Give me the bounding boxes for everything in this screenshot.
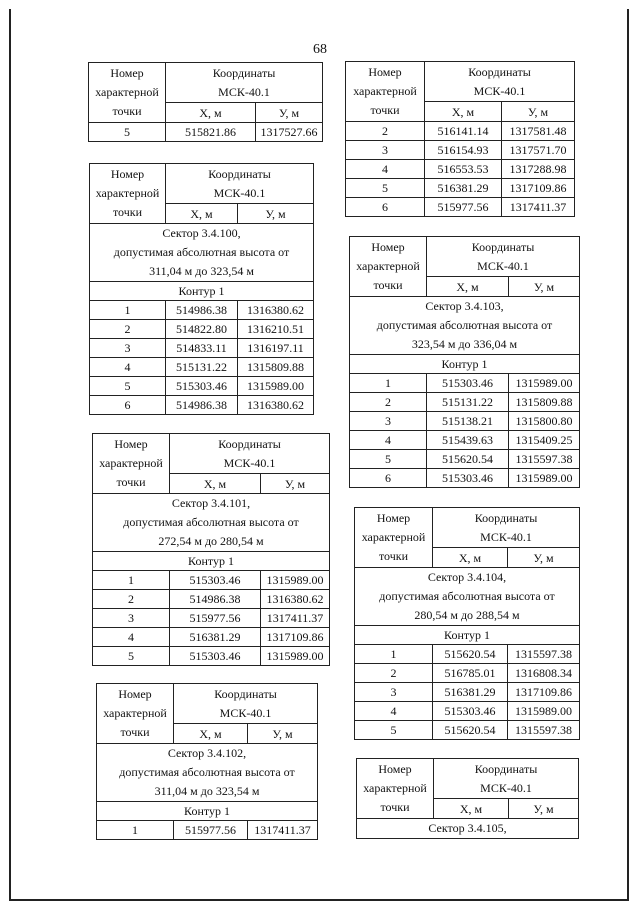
point-number: 4 xyxy=(93,628,170,647)
y-header: У, м xyxy=(509,277,580,297)
y-coordinate: 1316380.62 xyxy=(238,301,314,320)
point-number: 1 xyxy=(90,301,166,320)
y-coordinate: 1315409.25 xyxy=(509,431,580,450)
y-coordinate: 1317527.66 xyxy=(256,123,323,142)
table-row xyxy=(355,721,580,740)
x-coordinate: 515977.56 xyxy=(425,198,502,217)
table-row xyxy=(90,339,314,358)
coordinates-header-line: Координаты xyxy=(471,239,535,254)
table-row xyxy=(97,821,318,840)
coordinates-table xyxy=(96,683,318,840)
sector-description-line: Сектор 3.4.101, xyxy=(171,496,251,510)
contour-row xyxy=(93,552,330,571)
table-header-row xyxy=(355,508,580,548)
table-header-row xyxy=(97,684,318,724)
x-coordinate: 516553.53 xyxy=(425,160,502,179)
coordinates-header xyxy=(427,237,580,277)
contour-label: Контур 1 xyxy=(93,552,330,571)
point-number: 2 xyxy=(350,393,427,412)
coordinates-header xyxy=(166,63,323,103)
point-number-header-line: характерной xyxy=(361,530,426,544)
contour-label: Контур 1 xyxy=(355,626,580,645)
table-row xyxy=(93,628,330,647)
sector-row xyxy=(97,744,318,802)
contour-row xyxy=(90,282,314,301)
point-number: 3 xyxy=(355,683,433,702)
point-number: 2 xyxy=(346,122,425,141)
point-number-header-line: точки xyxy=(370,103,400,117)
coordinates-table xyxy=(345,61,575,217)
x-coordinate: 516785.01 xyxy=(433,664,508,683)
point-number-header-line: характерной xyxy=(99,456,163,470)
coordinates-header-line: МСК-40.1 xyxy=(218,84,270,99)
point-number: 6 xyxy=(350,469,427,488)
y-coordinate: 1317411.37 xyxy=(261,609,330,628)
point-number-header xyxy=(355,508,433,568)
sector-description-line: 311,04 м до 323,54 м xyxy=(149,264,254,278)
table-row xyxy=(350,393,580,412)
point-number-header-line: Номер xyxy=(110,66,144,80)
point-number: 1 xyxy=(97,821,174,840)
table-header-row xyxy=(357,759,579,799)
point-number-header-line: характерной xyxy=(363,781,427,795)
x-header: X, м xyxy=(166,204,238,224)
point-number-header-line: точки xyxy=(380,800,410,814)
x-coordinate: 515303.46 xyxy=(433,702,508,721)
point-number: 4 xyxy=(90,358,166,377)
contour-row xyxy=(350,355,580,374)
table-row xyxy=(346,160,575,179)
point-number: 1 xyxy=(350,374,427,393)
table-row xyxy=(346,179,575,198)
x-coordinate: 514833.11 xyxy=(166,339,238,358)
x-coordinate: 516381.29 xyxy=(425,179,502,198)
table-header-row xyxy=(346,62,575,102)
y-coordinate: 1315989.00 xyxy=(509,469,580,488)
point-number: 4 xyxy=(350,431,427,450)
table-row xyxy=(355,702,580,721)
table-row xyxy=(90,377,314,396)
y-coordinate: 1315809.88 xyxy=(509,393,580,412)
y-coordinate: 1315809.88 xyxy=(238,358,314,377)
point-number: 4 xyxy=(346,160,425,179)
table-row xyxy=(93,647,330,666)
y-coordinate: 1317109.86 xyxy=(502,179,575,198)
x-header: X, м xyxy=(425,102,502,122)
x-coordinate: 514986.38 xyxy=(166,301,238,320)
point-number: 5 xyxy=(90,377,166,396)
contour-label: Контур 1 xyxy=(90,282,314,301)
table-row xyxy=(355,683,580,702)
table-header-row xyxy=(93,434,330,474)
point-number: 1 xyxy=(355,645,433,664)
sector-description-line: допустимая абсолютная высота от xyxy=(376,318,553,332)
coordinates-table xyxy=(89,163,314,415)
table-row xyxy=(93,571,330,590)
y-coordinate: 1316197.11 xyxy=(238,339,314,358)
point-number-header-line: точки xyxy=(378,549,409,563)
table-row xyxy=(90,320,314,339)
coordinates-table xyxy=(88,62,323,142)
coordinates-header xyxy=(433,508,580,548)
x-coordinate: 515620.54 xyxy=(433,645,508,664)
sector-description-line: 323,54 м до 336,04 м xyxy=(411,337,518,351)
point-number-header xyxy=(346,62,425,122)
coordinates-header-line: Координаты xyxy=(208,166,271,181)
coordinates-header xyxy=(170,434,330,474)
y-coordinate: 1315597.38 xyxy=(508,721,580,740)
y-coordinate: 1316380.62 xyxy=(261,590,330,609)
x-coordinate: 515977.56 xyxy=(174,821,248,840)
point-number-header xyxy=(90,164,166,224)
y-coordinate: 1315989.00 xyxy=(261,571,330,590)
point-number-header-line: характерной xyxy=(95,85,159,99)
point-number-header-line: точки xyxy=(112,104,142,118)
contour-label: Контур 1 xyxy=(97,802,318,821)
table-row xyxy=(89,123,323,142)
table-row xyxy=(350,431,580,450)
point-number: 3 xyxy=(346,141,425,160)
coordinates-table xyxy=(356,758,579,839)
point-number-header-line: Номер xyxy=(114,437,148,451)
coordinates-header-line: МСК-40.1 xyxy=(219,705,272,720)
coordinates-header xyxy=(174,684,318,724)
point-number: 6 xyxy=(346,198,425,217)
point-number-header-line: Номер xyxy=(368,65,402,79)
coordinates-header-line: МСК-40.1 xyxy=(473,83,526,98)
table-row xyxy=(350,412,580,431)
table-row xyxy=(355,645,580,664)
y-coordinate: 1317581.48 xyxy=(502,122,575,141)
table-row xyxy=(346,198,575,217)
point-number: 5 xyxy=(93,647,170,666)
y-coordinate: 1317411.37 xyxy=(248,821,318,840)
point-number: 1 xyxy=(93,571,170,590)
x-coordinate: 515620.54 xyxy=(433,721,508,740)
table-header-row xyxy=(350,237,580,277)
coordinates-header xyxy=(166,164,314,204)
point-number-header-line: характерной xyxy=(353,84,417,98)
sector-description-line: Сектор 3.4.104, xyxy=(427,570,507,584)
x-coordinate: 515977.56 xyxy=(170,609,261,628)
x-coordinate: 515138.21 xyxy=(427,412,509,431)
table-row xyxy=(350,469,580,488)
x-header: X, м xyxy=(170,474,261,494)
table-row xyxy=(93,590,330,609)
table-row xyxy=(355,664,580,683)
sector-description xyxy=(350,297,580,355)
sector-description-line: допустимая абсолютная высота от xyxy=(123,515,299,529)
table-header-row xyxy=(90,164,314,204)
sector-description-line: допустимая абсолютная высота от xyxy=(113,245,290,259)
sector-description-line: допустимая абсолютная высота от xyxy=(379,589,555,603)
point-number-header xyxy=(97,684,174,744)
point-number: 5 xyxy=(355,721,433,740)
point-number: 3 xyxy=(350,412,427,431)
point-number-header-line: Номер xyxy=(118,687,152,701)
point-number: 2 xyxy=(355,664,433,683)
point-number-header-line: Номер xyxy=(371,240,405,254)
y-coordinate: 1315597.38 xyxy=(509,450,580,469)
y-header: У, м xyxy=(261,474,330,494)
table-row xyxy=(346,141,575,160)
x-coordinate: 515439.63 xyxy=(427,431,509,450)
y-coordinate: 1315800.80 xyxy=(509,412,580,431)
y-header: У, м xyxy=(248,724,318,744)
y-coordinate: 1317288.98 xyxy=(502,160,575,179)
coordinates-header-line: Координаты xyxy=(474,761,538,776)
point-number: 3 xyxy=(90,339,166,358)
x-coordinate: 515303.46 xyxy=(427,469,509,488)
coordinates-header-line: МСК-40.1 xyxy=(480,780,532,795)
x-coordinate: 516154.93 xyxy=(425,141,502,160)
y-coordinate: 1315989.00 xyxy=(508,702,580,721)
sector-row xyxy=(90,224,314,282)
sector-description-line: допустимая абсолютная высота от xyxy=(119,765,295,779)
x-coordinate: 516381.29 xyxy=(170,628,261,647)
coordinates-header xyxy=(434,759,579,799)
x-coordinate: 515821.86 xyxy=(166,123,256,142)
x-coordinate: 514822.80 xyxy=(166,320,238,339)
point-number-header-line: точки xyxy=(120,725,150,739)
y-header: У, м xyxy=(238,204,314,224)
sector-row xyxy=(350,297,580,355)
point-number: 5 xyxy=(89,123,166,142)
x-header: X, м xyxy=(434,799,509,819)
point-number-header-line: Номер xyxy=(110,167,145,181)
coordinates-header-line: МСК-40.1 xyxy=(477,258,529,273)
point-number-header-line: характерной xyxy=(356,259,420,273)
point-number-header-line: точки xyxy=(112,205,143,219)
sector-description xyxy=(97,744,318,802)
x-coordinate: 516141.14 xyxy=(425,122,502,141)
page-number: 68 xyxy=(313,42,327,57)
point-number: 4 xyxy=(355,702,433,721)
coordinates-header-line: МСК-40.1 xyxy=(480,529,532,544)
coordinates-table xyxy=(92,433,330,666)
point-number: 5 xyxy=(350,450,427,469)
x-coordinate: 515620.54 xyxy=(427,450,509,469)
table-header-row xyxy=(89,63,323,103)
sector-description-line: Сектор 3.4.100, xyxy=(162,226,241,240)
sector-description-line: 280,54 м до 288,54 м xyxy=(414,608,520,622)
x-header: X, м xyxy=(427,277,509,297)
coordinates-header-line: Координаты xyxy=(214,686,277,701)
y-coordinate: 1317411.37 xyxy=(502,198,575,217)
coordinates-header-line: Координаты xyxy=(212,65,276,80)
contour-row xyxy=(97,802,318,821)
coordinates-table xyxy=(354,507,580,740)
point-number-header-line: Номер xyxy=(378,762,412,776)
point-number-header-line: точки xyxy=(116,475,146,489)
sector-description-line: Сектор 3.4.102, xyxy=(167,746,247,760)
table-row xyxy=(93,609,330,628)
contour-row xyxy=(355,626,580,645)
x-header: X, м xyxy=(166,103,256,123)
point-number-header-line: характерной xyxy=(95,186,160,200)
point-number: 6 xyxy=(90,396,166,415)
y-coordinate: 1317109.86 xyxy=(508,683,580,702)
y-header: У, м xyxy=(508,548,580,568)
x-coordinate: 515303.46 xyxy=(166,377,238,396)
sector-description-line: 272,54 м до 280,54 м xyxy=(158,534,264,548)
point-number-header xyxy=(89,63,166,123)
coordinates-header-line: Координаты xyxy=(474,510,538,525)
table-row xyxy=(90,301,314,320)
point-number: 5 xyxy=(346,179,425,198)
sector-description-line: Сектор 3.4.103, xyxy=(425,299,504,313)
y-coordinate: 1315989.00 xyxy=(509,374,580,393)
y-coordinate: 1316808.34 xyxy=(508,664,580,683)
y-coordinate: 1317109.86 xyxy=(261,628,330,647)
point-number-header-line: характерной xyxy=(103,706,167,720)
sector-description xyxy=(90,224,314,282)
coordinates-header-line: Координаты xyxy=(468,64,531,79)
y-coordinate: 1316210.51 xyxy=(238,320,314,339)
x-coordinate: 515131.22 xyxy=(427,393,509,412)
y-coordinate: 1315989.00 xyxy=(238,377,314,396)
y-coordinate: 1315597.38 xyxy=(508,645,580,664)
coordinates-table xyxy=(349,236,580,488)
point-number-header xyxy=(357,759,434,819)
y-header: У, м xyxy=(256,103,323,123)
x-coordinate: 514986.38 xyxy=(170,590,261,609)
point-number-header-line: Номер xyxy=(376,511,411,525)
x-coordinate: 515303.46 xyxy=(170,571,261,590)
x-coordinate: 516381.29 xyxy=(433,683,508,702)
table-row xyxy=(346,122,575,141)
table-row xyxy=(350,450,580,469)
point-number: 3 xyxy=(93,609,170,628)
coordinates-header xyxy=(425,62,575,102)
y-coordinate: 1316380.62 xyxy=(238,396,314,415)
x-header: X, м xyxy=(174,724,248,744)
y-coordinate: 1317571.70 xyxy=(502,141,575,160)
table-row xyxy=(90,358,314,377)
x-coordinate: 514986.38 xyxy=(166,396,238,415)
sector-description xyxy=(357,819,579,839)
y-header: У, м xyxy=(502,102,575,122)
table-row xyxy=(90,396,314,415)
x-coordinate: 515303.46 xyxy=(170,647,261,666)
point-number-header xyxy=(350,237,427,297)
contour-label: Контур 1 xyxy=(350,355,580,374)
table-row xyxy=(350,374,580,393)
x-header: X, м xyxy=(433,548,508,568)
y-header: У, м xyxy=(509,799,579,819)
x-coordinate: 515303.46 xyxy=(427,374,509,393)
sector-description-line: Сектор 3.4.105, xyxy=(428,821,507,835)
x-coordinate: 515131.22 xyxy=(166,358,238,377)
coordinates-header-line: МСК-40.1 xyxy=(223,455,276,470)
point-number: 2 xyxy=(93,590,170,609)
sector-row xyxy=(355,568,580,626)
sector-row xyxy=(93,494,330,552)
y-coordinate: 1315989.00 xyxy=(261,647,330,666)
sector-row xyxy=(357,819,579,839)
coordinates-header-line: МСК-40.1 xyxy=(213,185,266,200)
sector-description xyxy=(93,494,330,552)
point-number-header xyxy=(93,434,170,494)
sector-description-line: 311,04 м до 323,54 м xyxy=(154,784,260,798)
sector-description xyxy=(355,568,580,626)
point-number: 2 xyxy=(90,320,166,339)
point-number-header-line: точки xyxy=(373,278,403,292)
coordinates-header-line: Координаты xyxy=(218,436,281,451)
